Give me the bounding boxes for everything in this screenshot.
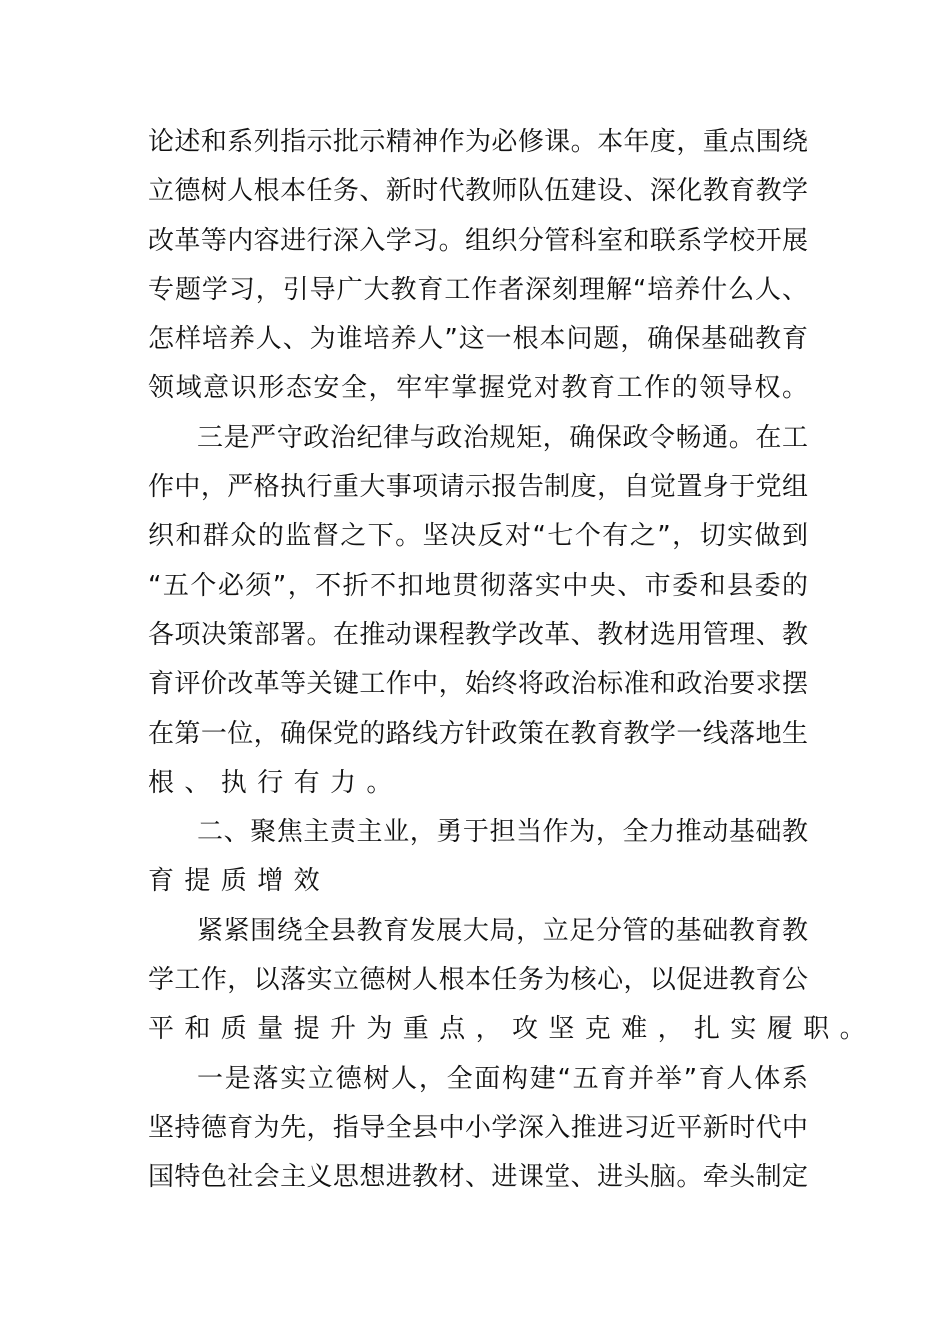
paragraph	[148, 907, 877, 1055]
text-line: 平和质量提升为重点，攻坚克难，扎实履职。	[148, 1014, 877, 1045]
document-page	[148, 118, 877, 1203]
text-line: “五个必须”，不折不扣地贯彻落实中央、市委和县委的	[148, 570, 808, 601]
text-line: 紧紧围绕全县教育发展大局，立足分管的基础教育教	[197, 915, 808, 946]
text-line: 织和群众的监督之下。坚决反对“七个有之”，切实做到	[148, 521, 808, 552]
text-line: 立德树人根本任务、新时代教师队伍建设、深化教育教学	[148, 176, 808, 207]
text-line: 一是落实立德树人，全面构建“五育并举”育人体系	[197, 1063, 808, 1094]
text-line: 坚持德育为先，指导全县中小学深入推进习近平新时代中	[148, 1112, 808, 1143]
text-line: 育评价改革等关键工作中，始终将政治标准和政治要求摆	[148, 669, 808, 700]
paragraph	[148, 1055, 808, 1203]
text-line: 三是严守政治纪律与政治规矩，确保政令畅通。在工	[197, 422, 808, 453]
text-line: 各项决策部署。在推动课程教学改革、教材选用管理、教	[148, 619, 808, 650]
text-line: 学工作，以落实立德树人根本任务为核心，以促进教育公	[148, 965, 808, 996]
paragraph	[148, 808, 808, 907]
text-line: 二、聚焦主责主业，勇于担当作为，全力推动基础教	[197, 817, 808, 848]
text-line: 领域意识形态安全，牢牢掌握党对教育工作的领导权。	[148, 373, 808, 404]
paragraph	[148, 118, 808, 414]
text-line: 专题学习，引导广大教育工作者深刻理解“培养什么人、	[148, 274, 808, 305]
text-line: 育提质增效	[148, 866, 331, 897]
text-line: 论述和系列指示批示精神作为必修课。本年度，重点围绕	[148, 127, 808, 157]
text-line: 在第一位，确保党的路线方针政策在教育教学一线落地生	[148, 718, 808, 749]
text-line: 改革等内容进行深入学习。组织分管科室和联系学校开展	[148, 225, 808, 256]
text-line: 国特色社会主义思想进教材、进课堂、进头脑。牵头制定	[148, 1162, 808, 1193]
text-line: 根、执行有力。	[148, 767, 403, 798]
text-line: 怎样培养人、为谁培养人”这一根本问题，确保基础教育	[148, 324, 808, 355]
text-line: 作中，严格执行重大事项请示报告制度，自觉置身于党组	[148, 472, 808, 503]
paragraph	[148, 414, 808, 808]
